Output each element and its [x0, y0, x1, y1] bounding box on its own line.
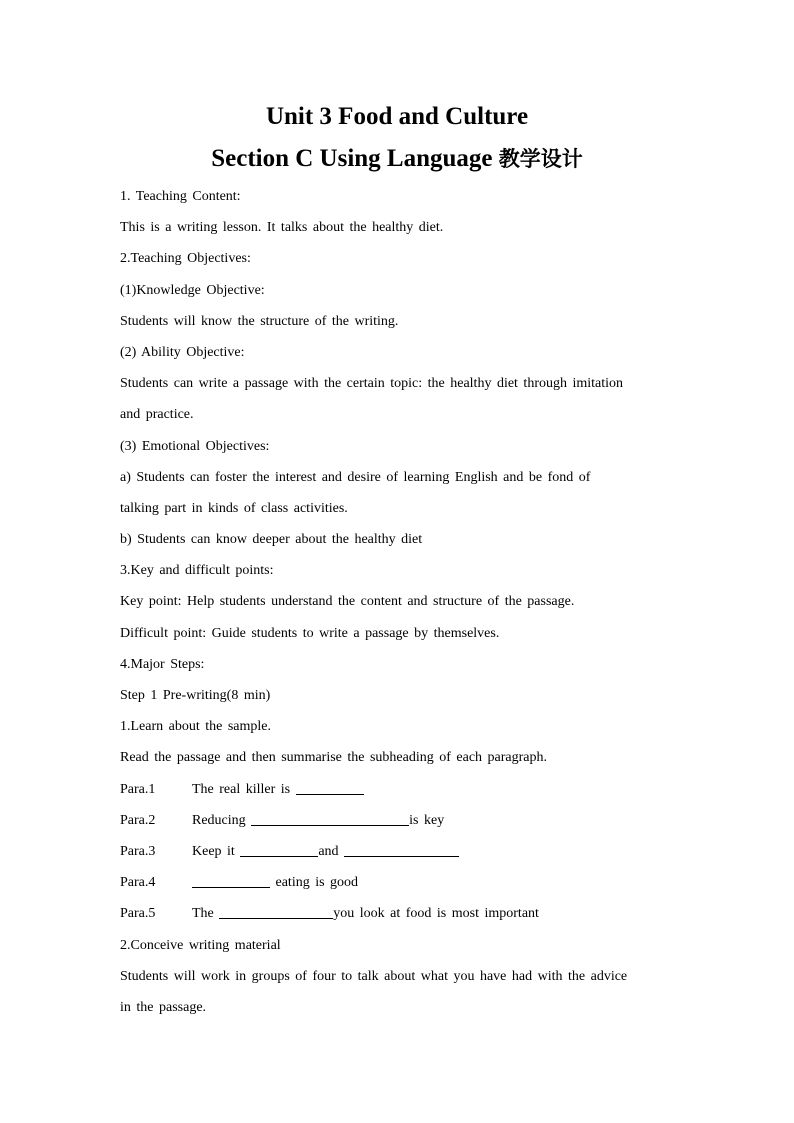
teaching-content-text: This is a writing lesson. It talks about the healthy diet. — [120, 220, 444, 236]
difficult-point: Difficult point: Guide students to write a passage by themselves. — [120, 625, 500, 641]
conceive-text-1: Students will work in groups of four to talk about what you have had with the advice — [120, 968, 628, 984]
fill-blank — [344, 841, 459, 857]
major-steps-heading: 4.Major Steps: — [120, 656, 205, 672]
key-point: Key point: Help students understand the content and structure of the passage. — [120, 594, 575, 610]
para-text-before: The real killer is — [192, 781, 296, 797]
para-text-before: The — [192, 906, 220, 922]
para-text-before: Reducing — [192, 812, 252, 828]
knowledge-heading: (1)Knowledge Objective: — [120, 282, 265, 298]
para-row-3 — [120, 836, 680, 867]
para-row-2 — [120, 805, 680, 836]
ability-heading: (2) Ability Objective: — [120, 344, 245, 360]
para-text-after: you look at food is most important — [333, 906, 539, 922]
step1-heading: Step 1 Pre-writing(8 min) — [120, 688, 271, 703]
para-row-1 — [120, 774, 680, 805]
learn-sample-heading: 1.Learn about the sample. — [120, 719, 272, 735]
fill-blank — [219, 903, 333, 919]
emotional-a-line-1: a) Students can foster the interest and desire of learning English and be fond of — [120, 469, 591, 485]
ability-text-1: Students can write a passage with the certain topic: the healthy diet through imitation — [120, 376, 624, 392]
para-number: Para.5 — [120, 906, 156, 922]
para-text-before: Keep it — [192, 843, 241, 859]
para-row-4 — [120, 867, 680, 898]
ability-text-2: and practice. — [120, 407, 194, 423]
conceive-heading: 2.Conceive writing material — [120, 937, 281, 953]
para-text-after: eating is good — [270, 875, 359, 891]
para-text-after: is key — [409, 812, 445, 828]
fill-blank — [251, 810, 409, 826]
knowledge-text: Students will know the structure of the writing. — [120, 313, 399, 329]
unit-title: Unit 3 Food and Culture — [265, 103, 529, 130]
emotional-heading: (3) Emotional Objectives: — [120, 438, 270, 454]
section-title-cjk: 教学设计 — [498, 147, 583, 171]
section-title — [0, 144, 794, 174]
key-difficult-heading: 3.Key and difficult points: — [120, 563, 274, 579]
fill-blank — [240, 841, 318, 857]
objectives-heading: 2.Teaching Objectives: — [120, 251, 251, 267]
para-number: Para.4 — [120, 875, 156, 891]
para-number: Para.2 — [120, 812, 156, 828]
para-text-mid: and — [318, 843, 345, 859]
emotional-a-line-2: talking part in kinds of class activities. — [120, 500, 348, 516]
conceive-text-2: in the passage. — [120, 999, 207, 1015]
para-number: Para.3 — [120, 843, 156, 859]
fill-blank — [192, 872, 270, 888]
fill-blank — [296, 779, 364, 795]
learn-instruction: Read the passage and then summarise the subheading of each paragraph. — [120, 750, 548, 766]
section-title-en: Section C Using Language — [211, 145, 499, 172]
document-body — [120, 181, 680, 1023]
para-number: Para.1 — [120, 781, 156, 797]
para-row-5 — [120, 898, 680, 929]
teaching-content-heading: 1. Teaching Content: — [120, 189, 241, 204]
emotional-b: b) Students can know deeper about the healthy diet — [120, 532, 423, 548]
